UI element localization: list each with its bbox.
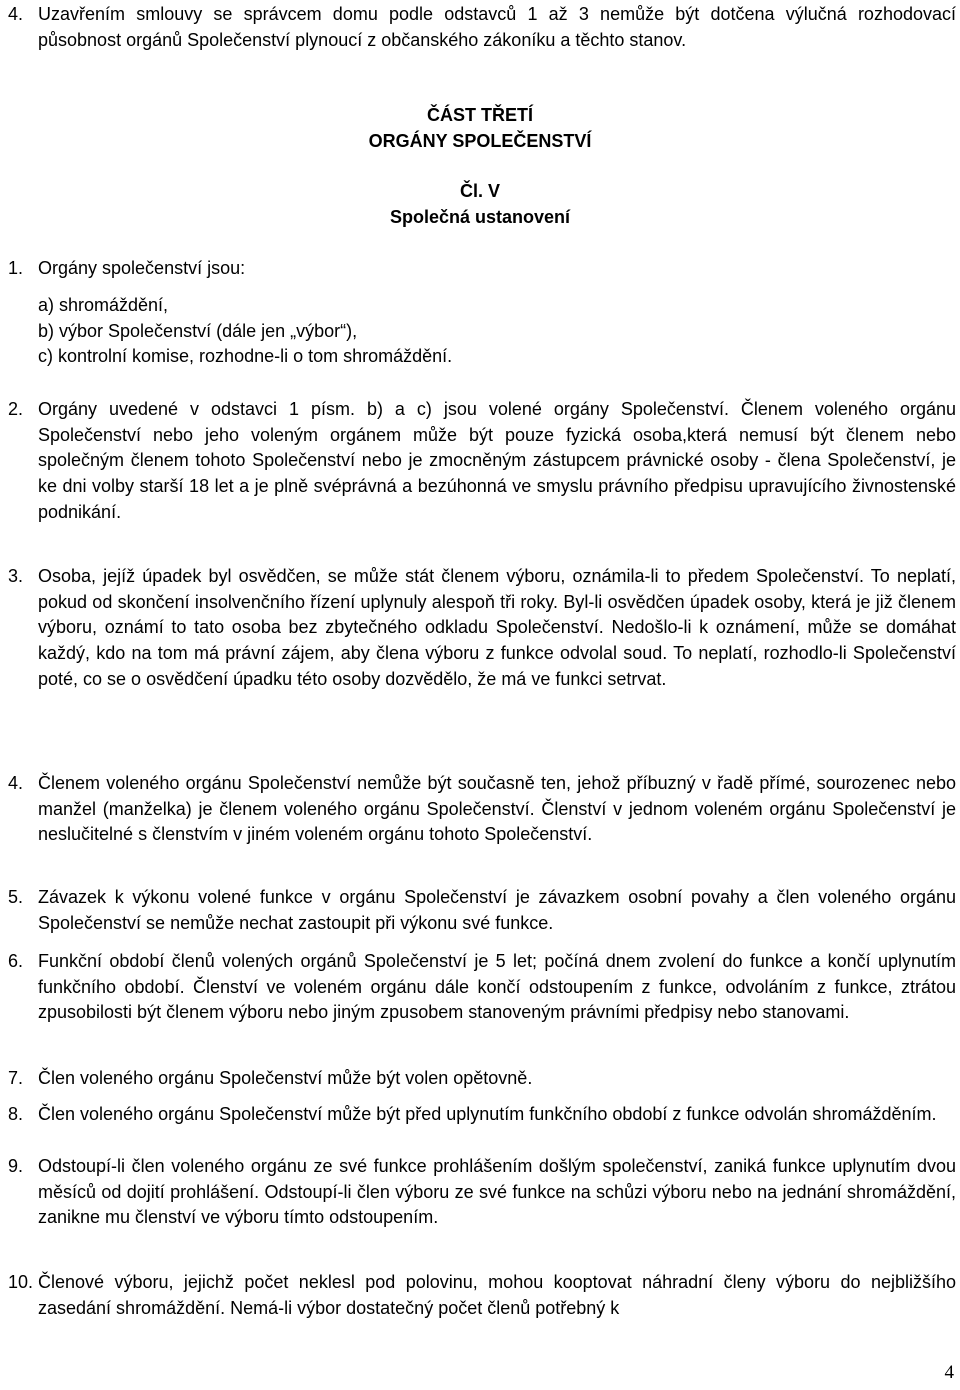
paragraph-5 [8, 885, 956, 936]
paragraph-number: 9. [8, 1156, 24, 1176]
part-heading-line2: ORGÁNY SPOLEČENSTVÍ [368, 131, 592, 151]
paragraph-text: Členem voleného orgánu Společenství nemůže být současně ten, jehož příbuzný v řadě přímé, sourozenec nebo manžel (manželka) je členem voleného orgánu Společenství. Členství v jednom voleném orgánu Společenství je neslučitelné s členstvím v jiném voleném orgánu tohoto Společenství. [38, 773, 956, 845]
part-heading [30, 102, 930, 154]
paragraph-text: Člen voleného orgánu Společenství může být volen opětovně. [38, 1068, 533, 1088]
article-heading-line1: Čl. V [459, 181, 500, 201]
paragraph-number: 6. [8, 951, 24, 971]
paragraph-4-intro [8, 2, 956, 53]
paragraph-text: Členové výboru, jejichž počet neklesl pod polovinu, mohou kooptovat náhradní členy výboru do nejbližšího zasedání shromáždění. Nemá-li výbor dostatečný počet členů potřebný k [38, 1272, 956, 1318]
paragraph-number: 8. [8, 1104, 24, 1124]
paragraph-text: Orgány uvedené v odstavci 1 písm. b) a c) jsou volené orgány Společenství. Členem voleného orgánu Společenství nebo jeho voleným orgánem může být pouze fyzická osoba,která nemusí být členem nebo společným členem tohoto Společenství nebo je zmocněným zástupcem právnické osoby - člena Společenství, je ke dni volby starší 18 let a je plně svéprávná a bezúhonná ve smyslu právního předpisu upravujícího živnostenské podnikání. [38, 399, 956, 522]
paragraph-text: Odstoupí-li člen voleného orgánu ze své funkce prohlášením došlým společenství, zaniká funkce uplynutím dvou měsíců od dojití prohlášení. Odstoupí-li člen výboru ze své funkce na schůzi výboru nebo na jednání shromáždění, zanikne mu členství ve výboru tímto odstoupením. [38, 1156, 956, 1228]
paragraph-number: 4. [8, 4, 24, 24]
part-heading-line1: ČÁST TŘETÍ [427, 105, 533, 125]
paragraph-number: 1. [8, 258, 24, 278]
paragraph-text: Závazek k výkonu volené funkce v orgánu Společenství je závazkem osobní povahy a člen voleného orgánu Společenství se nemůže nechat zastoupit při výkonu své funkce. [38, 887, 956, 933]
paragraph-number: 5. [8, 887, 24, 907]
paragraph-text: Člen voleného orgánu Společenství může být před uplynutím funkčního období z funkce odvolán shromážděním. [38, 1104, 937, 1124]
paragraph-1-list [8, 293, 956, 370]
paragraph-text: Uzavřením smlouvy se správcem domu podle odstavců 1 až 3 nemůže být dotčena výlučná rozhodovací působnost orgánů Společenství plynoucí z občanského zákoníku a těchto stanov. [38, 4, 956, 50]
sub-list [38, 293, 956, 370]
paragraph-6 [8, 949, 956, 1026]
article-heading-line2: Společná ustanovení [389, 207, 571, 227]
paragraph-8 [8, 1102, 956, 1128]
paragraph-7 [8, 1066, 956, 1092]
article-heading [30, 178, 930, 230]
paragraph-number: 2. [8, 399, 24, 419]
list-item: a) shromáždění, [38, 295, 169, 315]
paragraph-text: Osoba, jejíž úpadek byl osvědčen, se může stát členem výboru, oznámila-li to předem Společenství. To neplatí, pokud od skončení insolvenčního řízení uplynuly alespoň tři roky. Byl-li osvědčen úpadek osoby, která je již členem výboru, oznámí to tato osoba bez zbytečného odkladu Společenství. Nedošlo-li k oznámení, může se domáhat každý, kdo na tom má právní zájem, aby člena výboru z funkce odvolal soud. To neplatí, rozhodlo-li Společenství poté, co se o osvědčení úpadku této osoby dozvědělo, že má ve funkci setrvat. [38, 566, 956, 689]
list-item: b) výbor Společenství (dále jen „výbor“), [38, 320, 358, 341]
page-number: 4 [944, 1362, 954, 1383]
paragraph-10 [8, 1270, 956, 1321]
paragraph-text: Orgány společenství jsou: [38, 258, 246, 278]
paragraph-number: 3. [8, 566, 24, 586]
list-item: c) kontrolní komise, rozhodne-li o tom shromáždění. [38, 346, 453, 367]
paragraph-number: 10. [8, 1272, 34, 1292]
paragraph-2 [8, 397, 956, 526]
paragraph-3 [8, 564, 956, 693]
paragraph-1 [8, 256, 956, 282]
paragraph-4 [8, 771, 956, 848]
paragraph-9 [8, 1154, 956, 1231]
paragraph-text: Funkční období členů volených orgánů Společenství je 5 let; počíná dnem zvolení do funkce a končí uplynutím funkčního období. Členství ve voleném orgánu dále končí odstoupením z funkce, odvoláním z funkce, ztrátou zpusobilosti být členem výboru nebo jiným zpusobem stanoveným právními předpisy nebo stanovami. [38, 951, 956, 1023]
paragraph-number: 7. [8, 1068, 24, 1088]
paragraph-number: 4. [8, 773, 24, 793]
